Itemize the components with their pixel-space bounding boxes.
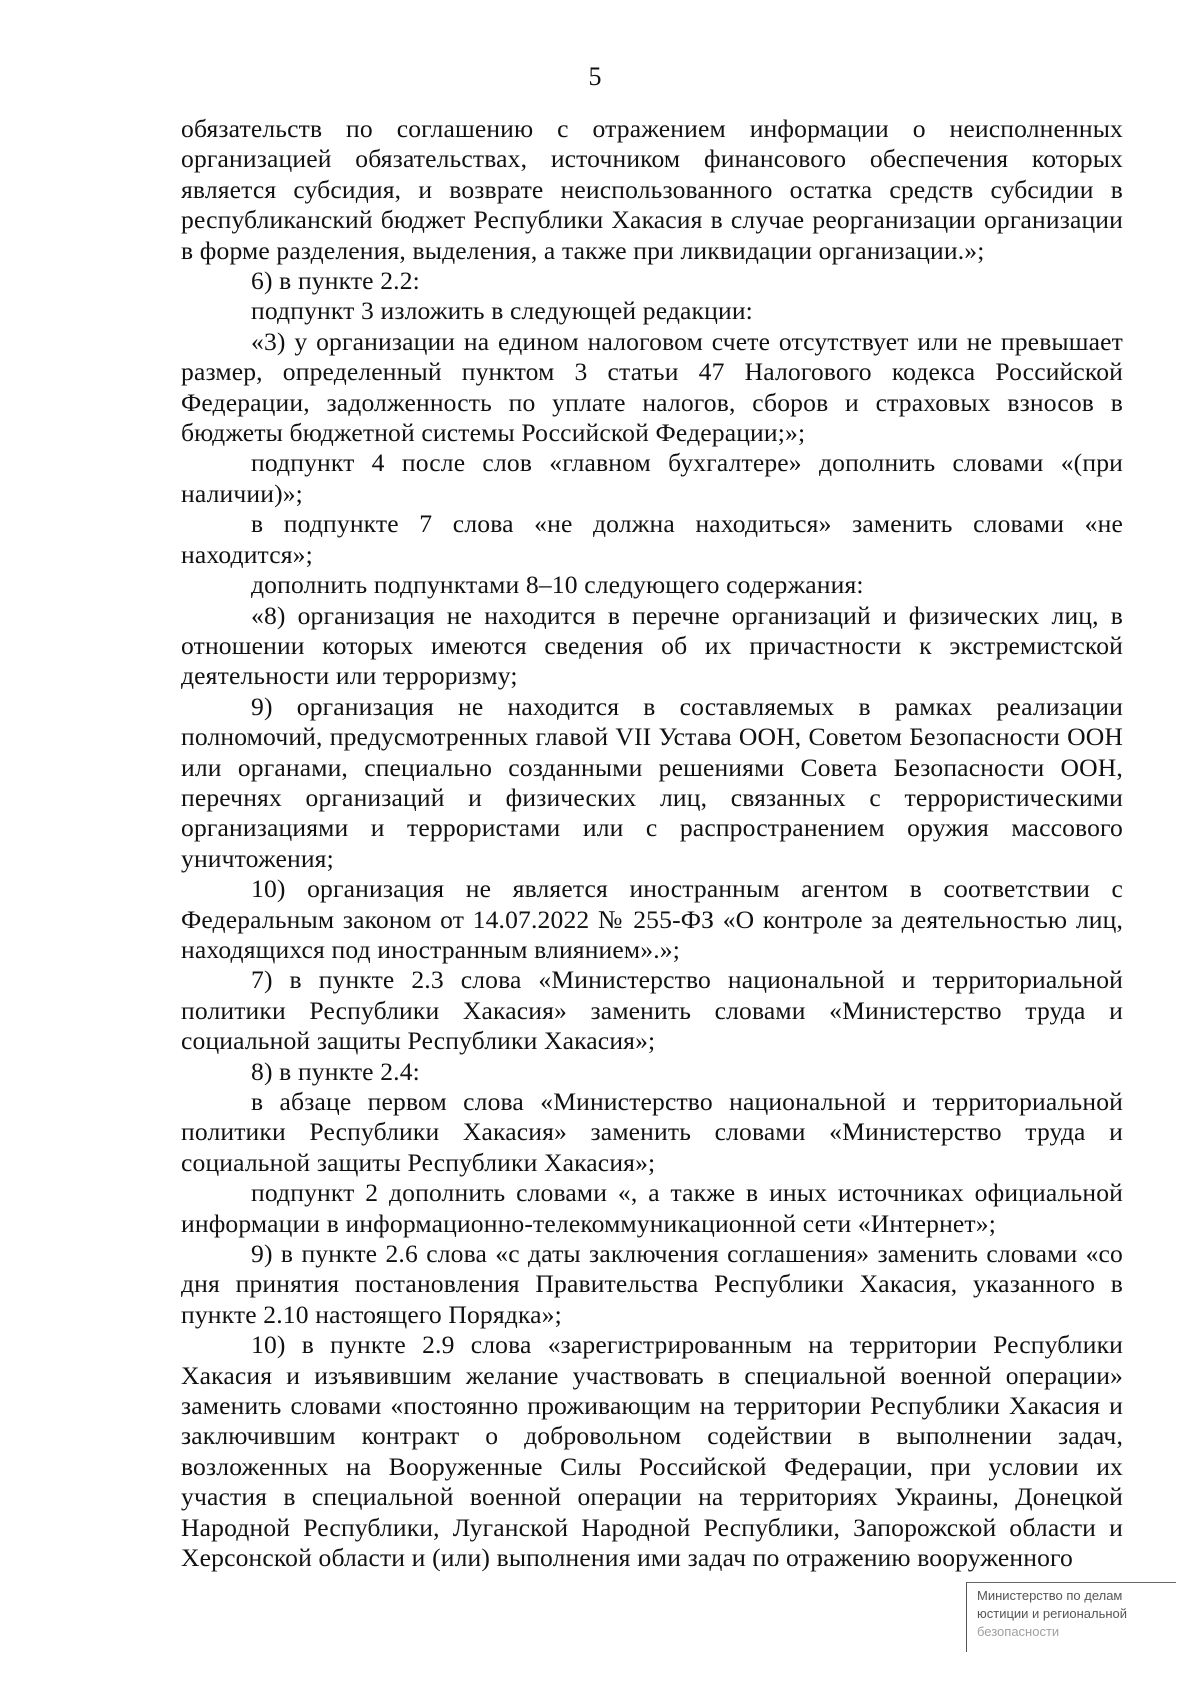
paragraph: дополнить подпунктами 8–10 следующего содержания: bbox=[251, 570, 864, 600]
paragraph: обязательств по соглашению с отражением информации о неисполненных организацией обязательствах, источником финансового обеспечения которых является субсидия, и возврате неиспользованного остатка средств субсидии в республиканский бюджет Республики Хакасия в случае реорганизации организации в форме разделения, выделения, а также при ликвидации организации.»; bbox=[181, 114, 1123, 265]
paragraph: в абзаце первом слова «Министерство национальной и территориальной политики Республики Хакасия» заменить словами «Министерство труда и социальной защиты Республики Хакасия»; bbox=[181, 1087, 1123, 1177]
stamp-line-1: Министерство по делам bbox=[977, 1588, 1123, 1603]
paragraph: подпункт 3 изложить в следующей редакции: bbox=[251, 296, 753, 326]
stamp-line-2: юстиции и региональной bbox=[977, 1606, 1128, 1621]
paragraph: 7) в пункте 2.3 слова «Министерство национальной и территориальной политики Республики Хакасия» заменить словами «Министерство труда и социальной защиты Республики Хакасия»; bbox=[181, 965, 1123, 1056]
paragraph: 8) в пункте 2.4: bbox=[251, 1056, 420, 1086]
paragraph: 10) организация не является иностранным агентом в соответствии с Федеральным законом от 14.07.2022 № 255-ФЗ «О контроле за деятельностью лиц, находящихся под иностранным влиянием».»; bbox=[181, 874, 1123, 964]
stamp-line-3: безопасности bbox=[977, 1624, 1060, 1639]
paragraph: «8) организация не находится в перечне организаций и физических лиц, в отношении которых имеются сведения об их причастности к экстремистской деятельности или терроризму; bbox=[181, 600, 1123, 691]
page-number: 5 bbox=[588, 62, 602, 91]
paragraph: 10) в пункте 2.9 слова «зарегистрированным на территории Республики Хакасия и изъявившим желание участвовать в специальной военной операции» заменить словами «постоянно проживающим на территории Республики Хакасия и заключившим контракт о добровольном содействии в выполнении задач, возложенных на Вооруженные Силы Российской Федерации, при условии их участия в специальной военной операции на территориях Украины, Донецкой Народной Республики, Луганской Народной Республики, Запорожской области и Херсонской области и (или) выполнения ими задач по отражению вооруженного bbox=[181, 1330, 1123, 1573]
registration-stamp bbox=[966, 1582, 1176, 1652]
paragraph: подпункт 2 дополнить словами «, а также в иных источниках официальной информации в информационно-телекоммуникационной сети «Интернет»; bbox=[181, 1178, 1123, 1238]
paragraph: 9) в пункте 2.6 слова «с даты заключения соглашения» заменить словами «со дня принятия постановления Правительства Республики Хакасия, указанного в пункте 2.10 настоящего Порядка»; bbox=[181, 1239, 1123, 1329]
paragraph: 9) организация не находится в составляемых в рамках реализации полномочий, предусмотренных главой VII Устава ООН, Советом Безопасности ООН или органами, специально созданными решениями Совета Безопасности ООН, перечнях организаций и физических лиц, связанных с террористическими организациями и террористами или с распространением оружия массового уничтожения; bbox=[181, 691, 1123, 873]
paragraph: подпункт 4 после слов «главном бухгалтере» дополнить словами «(при наличии)»; bbox=[181, 448, 1123, 508]
paragraph: 6) в пункте 2.2: bbox=[251, 266, 420, 296]
document-body bbox=[181, 114, 1123, 1574]
paragraph: «3) у организации на едином налоговом счете отсутствует или не превышает размер, определенный пунктом 3 статьи 47 Налогового кодекса Российской Федерации, задолженность по уплате налогов, сборов и страховых взносов в бюджеты бюджетной системы Российской Федерации;»; bbox=[181, 326, 1123, 448]
paragraph: в подпункте 7 слова «не должна находиться» заменить словами «не находится»; bbox=[181, 509, 1123, 569]
